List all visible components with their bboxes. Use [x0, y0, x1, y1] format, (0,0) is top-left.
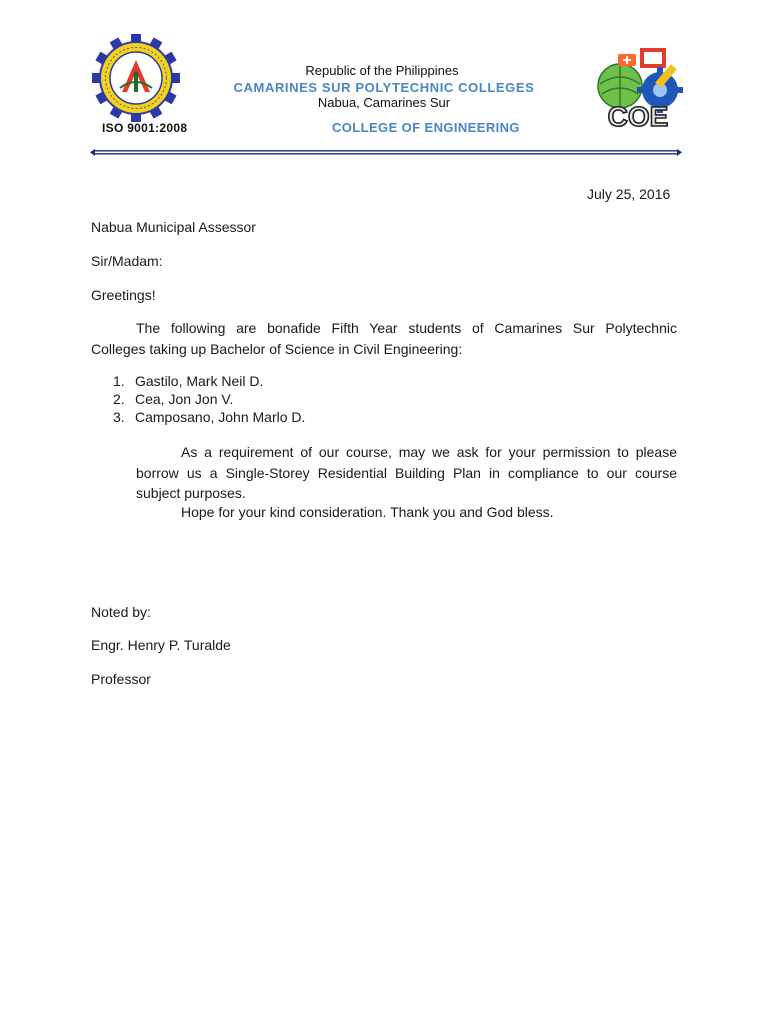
list-item	[91, 372, 305, 390]
svg-text:COE: COE	[607, 101, 669, 130]
student-name: Cea, Jon Jon V.	[135, 391, 234, 407]
list-number: 3.	[113, 409, 125, 425]
student-name: Gastilo, Mark Neil D.	[135, 373, 264, 389]
college-name: COLLEGE OF ENGINEERING	[332, 120, 520, 135]
list-item	[91, 408, 305, 426]
request-line-3: subject purposes.	[136, 485, 246, 501]
closing-line: Hope for your kind consideration. Thank you and God bless.	[181, 504, 554, 520]
intro-line-2: Colleges taking up Bachelor of Science in Civil Engineering:	[91, 341, 463, 357]
greeting: Greetings!	[91, 287, 156, 303]
letter-date: July 25, 2016	[587, 186, 671, 202]
list-item	[91, 390, 305, 408]
salutation: Sir/Madam:	[91, 253, 163, 269]
request-paragraph	[136, 442, 677, 502]
student-list	[91, 372, 305, 426]
coe-logo	[590, 40, 686, 130]
iso-certification: ISO 9001:2008	[102, 121, 188, 135]
student-name: Camposano, John Marlo D.	[135, 409, 306, 425]
request-line-1: As a requirement of our course, may we ask for your permission to please	[181, 444, 677, 460]
recipient: Nabua Municipal Assessor	[91, 219, 256, 235]
list-number: 2.	[113, 391, 125, 407]
school-location: Nabua, Camarines Sur	[317, 95, 451, 110]
request-line-2: borrow us a Single-Storey Residential Building Plan in compliance to our course	[136, 465, 677, 481]
intro-paragraph	[91, 318, 677, 360]
signatory-name: Engr. Henry P. Turalde	[91, 637, 231, 653]
list-number: 1.	[113, 373, 125, 389]
intro-line-1: The following are bonafide Fifth Year students of Camarines Sur Polytechnic	[136, 320, 677, 336]
school-name: CAMARINES SUR POLYTECHNIC COLLEGES	[233, 80, 535, 95]
republic-line: Republic of the Philippines	[305, 63, 459, 78]
header-divider	[90, 149, 682, 156]
noted-by-label: Noted by:	[91, 604, 151, 620]
signatory-title: Professor	[91, 671, 151, 687]
